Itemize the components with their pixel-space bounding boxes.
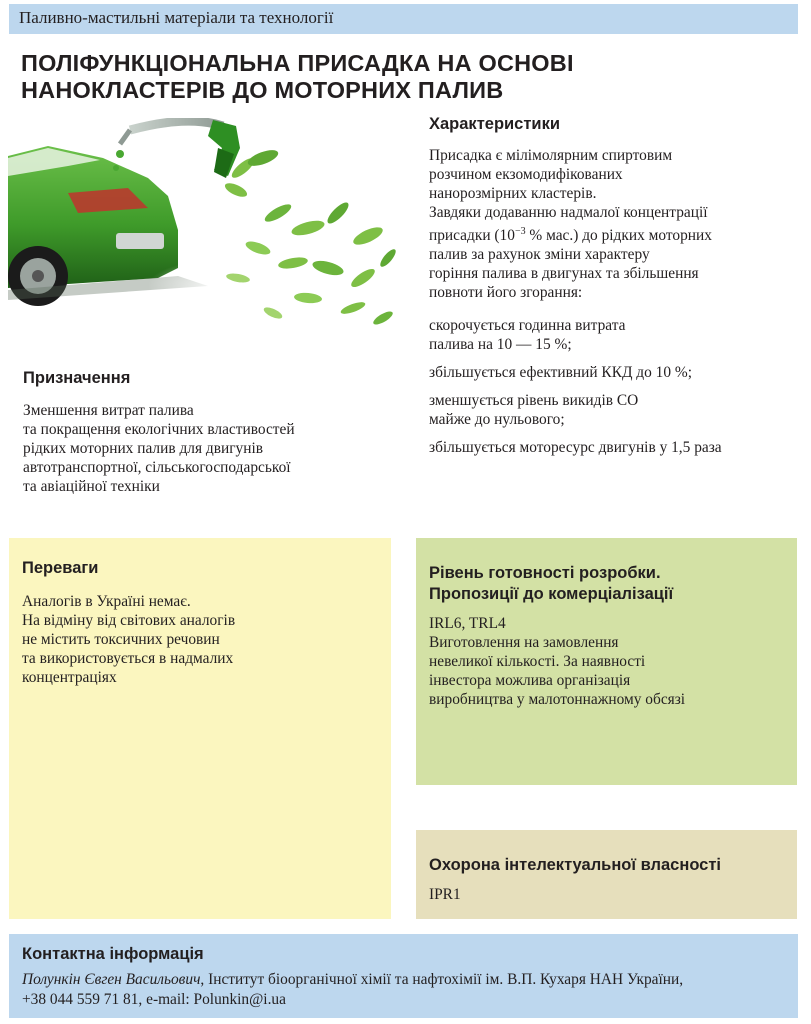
list-item-line: палива на 10 — 15 %; — [429, 336, 572, 353]
readiness-panel — [416, 538, 797, 785]
concentration-exponent: −3 — [514, 226, 526, 237]
list-item — [429, 363, 722, 382]
title-line-1: ПОЛІФУНКЦІОНАЛЬНА ПРИСАДКА НА ОСНОВІ — [21, 50, 574, 76]
purpose-line: рідких моторних палив для двигунів — [23, 440, 264, 457]
purpose-heading: Призначення — [23, 369, 131, 387]
readiness-line: інвестора можлива організація — [429, 672, 631, 689]
purpose-line: Зменшення витрат палива — [23, 402, 194, 419]
purpose-line: та авіаційної техніки — [23, 478, 160, 495]
readiness-line: Виготовлення на замовлення — [429, 634, 619, 651]
advantages-line: На відміну від світових аналогів — [22, 612, 236, 629]
list-item-line: збільшується ефективний ККД до 10 %; — [429, 364, 693, 381]
advantages-line: не містить токсичних речовин — [22, 631, 220, 648]
green-car-fuel-illustration — [8, 118, 400, 340]
contact-name: Полункін Євген Васильович — [22, 971, 201, 988]
characteristics-line: Присадка є мілімолярним спиртовим — [429, 147, 673, 164]
characteristics-line: розчином екзомодифікованих — [429, 166, 623, 183]
advantages-line: концентраціях — [22, 669, 117, 686]
characteristics-line: палив за рахунок зміни характеру — [429, 246, 650, 264]
ip-text: IPR1 — [429, 886, 461, 903]
characteristics-line: нанорозмірних кластерів. — [429, 185, 597, 202]
readiness-heading-line-1: Рівень готовності розробки. — [429, 564, 661, 582]
characteristics-line: горіння палива в двигунах та збільшення — [429, 265, 699, 283]
list-item — [429, 316, 722, 354]
readiness-line: виробництва у малотоннажному обсязі — [429, 691, 686, 708]
characteristics-line: Завдяки додаванню надмалої концентрації — [429, 204, 708, 221]
list-item-line: майже до нульового; — [429, 411, 565, 428]
contact-line-1 — [22, 970, 683, 989]
advantages-line: Аналогів в Україні немає. — [22, 593, 191, 610]
purpose-line: та покращення екологічних властивостей — [23, 421, 295, 438]
characteristics-list — [429, 316, 722, 466]
advantages-heading: Переваги — [22, 559, 99, 577]
contact-panel — [9, 934, 798, 1018]
list-item — [429, 438, 722, 457]
title-line-2: НАНОКЛАСТЕРІВ ДО МОТОРНИХ ПАЛИВ — [21, 77, 504, 103]
section-label: Паливно-мастильні матеріали та технології — [19, 8, 334, 27]
characteristics-heading: Характеристики — [429, 115, 560, 133]
concentration-prefix: присадки (10 — [429, 227, 515, 245]
readiness-line: невеликої кількості. За наявності — [429, 653, 646, 670]
ip-panel — [416, 830, 797, 919]
list-item-line: зменшується рівень викидів CO — [429, 392, 639, 409]
advantages-panel — [9, 538, 391, 919]
contact-line-2: +38 044 559 71 81, e-mail: Polunkin@i.ua — [22, 991, 286, 1008]
advantages-text — [22, 592, 235, 687]
readiness-heading-line-2: Пропозиції до комерціалізації — [429, 585, 674, 603]
list-item-line: скорочується годинна витрата — [429, 317, 626, 334]
characteristics-paragraph — [429, 146, 712, 302]
purpose-text — [23, 401, 295, 496]
fuel-nozzle-icon — [113, 120, 240, 178]
list-item — [429, 391, 722, 429]
purpose-line: автотранспортної, сільськогосподарської — [23, 459, 291, 476]
readiness-text — [429, 614, 685, 709]
advantages-line: та використовується в надмалих — [22, 650, 234, 667]
contact-heading: Контактна інформація — [22, 945, 204, 963]
characteristics-line — [429, 222, 712, 245]
section-header-band — [9, 4, 798, 34]
readiness-line: IRL6, TRL4 — [429, 615, 506, 632]
page-title — [21, 50, 721, 104]
characteristics-line: повноти його згорання: — [429, 284, 583, 302]
concentration-suffix: % мас.) до рідких моторних — [525, 227, 712, 245]
list-item-line: збільшується моторесурс двигунів у 1,5 раза — [429, 439, 722, 456]
ip-heading: Охорона інтелектуальної власності — [429, 856, 722, 874]
readiness-heading — [429, 563, 673, 605]
contact-organization: , Інститут біоорганічної хімії та нафтохімії ім. В.П. Кухаря НАН України, — [200, 971, 684, 988]
